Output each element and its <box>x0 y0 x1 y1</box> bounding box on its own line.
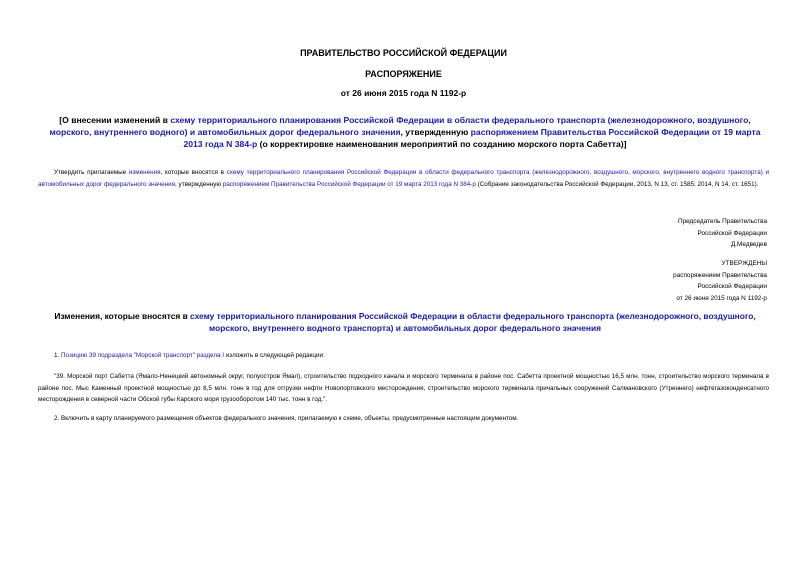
changes-title-text: Изменения, которые вносятся в <box>54 311 191 321</box>
subject-text-open: [О внесении изменений в <box>59 115 171 125</box>
approval-line-3: Российской Федерации <box>697 283 767 290</box>
p1-changes-link[interactable]: изменения <box>128 169 161 176</box>
subject-scheme-link[interactable]: схему территориального планирования Российской Федерации в области федерального транспорта (железнодорожного, воздушного, морского, внутреннего водного) и автомобильных дорог федерального значения <box>49 115 751 137</box>
changes-item-1 <box>38 350 769 362</box>
government-heading: ПРАВИТЕЛЬСТВО РОССИЙСКОЙ ФЕДЕРАЦИИ <box>300 48 507 58</box>
subject-decree-link[interactable]: распоряжением Правительства Российской Федерации от 19 марта 2013 года N 384-р <box>183 127 761 149</box>
subject-text-close: (о корректировке наименования мероприятий по созданию морского порта Сабетта)] <box>257 139 627 149</box>
signature-line-2: Российской Федерации <box>697 229 767 237</box>
item1-text: изложить в следующей редакции: <box>224 352 325 359</box>
p1-text-c: , утвержденную <box>175 180 223 188</box>
p1-text-a: Утвердить прилагаемые <box>54 169 129 176</box>
document-date-number: от 26 июня 2015 года N 1192-р <box>340 88 467 98</box>
document-subject <box>40 114 770 150</box>
approval-line-1: УТВЕРЖДЕНЫ <box>721 260 767 267</box>
approval-line-4: от 26 июня 2015 года N 1192-р <box>676 294 767 302</box>
subject-text-mid: , утвержденную <box>400 127 471 137</box>
changes-item-2: 2. Включить в карту планируемого размещения объектов федерального значения, прилагаемую к схеме, объекты, предусмотренные настоящим документом. <box>54 415 519 422</box>
approval-paragraph <box>38 167 769 190</box>
changes-title-scheme-link[interactable]: схему территориального планирования Российской Федерации в области федерального транспорта (железнодорожного, воздушного, морского, внутреннего водного транспорта) и автомобильных дорог федерального значения <box>190 311 756 333</box>
item1-number: 1. <box>54 352 62 359</box>
p1-text-b: , которые вносятся в <box>160 169 227 176</box>
signature-block <box>678 216 767 251</box>
changes-quote: "39. Морской порт Сабетта (Ямало-Ненецкий автономный округ, полуостров Ямал), строительство подходного канала и морского терминала в районе пос. Сабетта проектной мощностью 16,5 млн. тонн, строительство морского терминала в районе пос. Мыс Каменный проектной мощностью до 8,5 млн. тонн в год для отгрузки нефти Новопортовского месторождения, строительство морского терминала причальных сооружений Салмановского (Утреннего) нефтегазоконденсатного месторождения в северной части Обской губы Карского моря грузооборотом 140 тыс. тонн в год.". <box>38 373 769 404</box>
approval-block <box>673 258 767 304</box>
approval-line-2: распоряжением Правительства <box>673 271 767 279</box>
changes-title <box>50 310 760 334</box>
signature-line-1: Председатель Правительства <box>678 218 767 225</box>
item1-position-link[interactable]: Позицию 39 подраздела "Морской транспорт" раздела I <box>61 352 225 359</box>
p1-scheme-link[interactable]: схему территориального планирования Российской Федерации в области федерального транспорта (железнодорожного, воздушного, морского, внутреннего водного транспорта) и автомобильных дорог федерального значения <box>38 169 770 188</box>
document-type-heading: РАСПОРЯЖЕНИЕ <box>365 69 442 79</box>
p1-text-d: (Собрание законодательства Российской Федерации, 2013, N 13, ст. 1585; 2014, N 14, ст. 1651). <box>475 180 759 188</box>
p1-decree-link[interactable]: распоряжением Правительства Российской Федерации от 19 марта 2013 года N 384-р <box>222 180 476 188</box>
signature-line-3: Д.Медведев <box>730 241 767 248</box>
